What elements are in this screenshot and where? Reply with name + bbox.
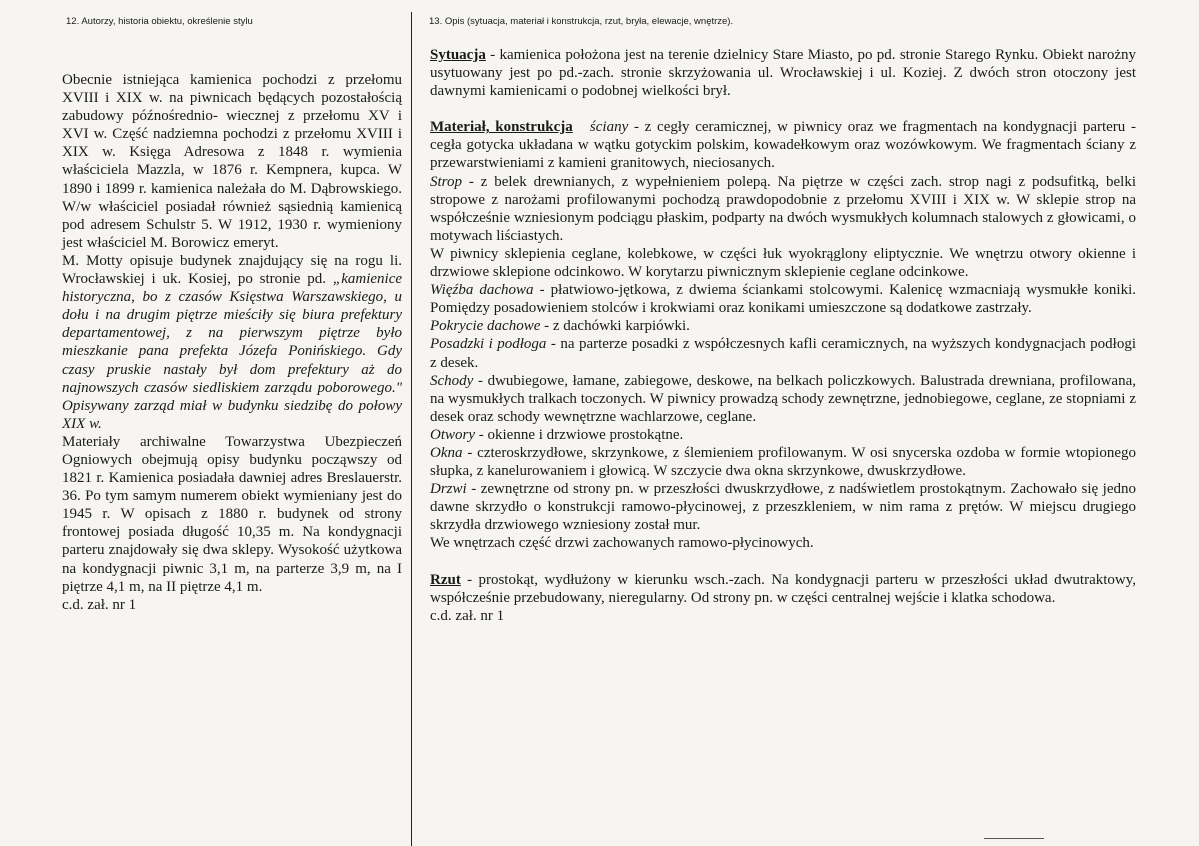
- section-12-header: 12. Autorzy, historia obiektu, określenie stylu: [66, 16, 253, 27]
- column-divider: [411, 12, 412, 846]
- drzwi-text: - zewnętrzne od strony pn. w przeszłości dwuskrzydłowe, z nadświetlem prostokątnym. Zachowało się jedno dawne skrzydło o konstrukcji ramowo-płycinowej, z przeszkleniem, w nim rama z prętów. W miejscu drugiego skrzydła drzwiowego wzniesiony został mur.: [430, 481, 1136, 534]
- rzut-text: - prostokąt, wydłużony w kierunku wsch.-zach. Na kondygnacji parteru w przeszłości układ dwutraktowy, współcześnie przebudowany, nieregularny. Od strony pn. w części centralnej wejście i klatka schodowa.: [430, 571, 1136, 606]
- rzut-label: Rzut: [430, 571, 461, 588]
- history-paragraph-archives: Materiały archiwalne Towarzystwa Ubezpieczeń Ogniowych obejmują opisy budynku począwszy od 1821 r. Kamienica posiadała dawniej adres Breslauerstr. 36. Po tym samym numerem obiekt wymieniany jest do 1945 r. W opisach z 1880 r. budynek od strony frontowej posiada długość 10,35 m. Na kondygnacji parteru znajdowały się dwa sklepy. Wysokość użytkowa na kondygnacji piwnic 3,1 m, na parterze 3,9 m, na I piętrze 4,1 m, na II piętrze 4,1 m.: [62, 433, 402, 595]
- material-paragraph: [430, 118, 1136, 172]
- wiezba-paragraph: [430, 281, 1136, 317]
- section-gap: [430, 553, 1136, 571]
- sciany-text: - z cegły ceramicznej, w piwnicy oraz we fragmentach na kondygnacji parteru - cegła gotycka układana w wątku gotyckim polskim, kowadełkowym oraz wozówkowym. We fragmentach ściany z przewarstwieniami z kamieni granitowych, nieciosanych.: [430, 119, 1136, 172]
- wiezba-text: - płatwiowo-jętkowa, z dwiema ściankami stolcowymi. Kalenicę wzmacniają wysmukłe koniki. Pomiędzy posadowieniem stolców i krokwiami oraz konikami umieszczone są dodatkowe zastrzały.: [430, 282, 1136, 317]
- posadzki-text: - na parterze posadki z współczesnych kafli ceramicznych, na wyższych kondygnacjach podłogi z desek.: [430, 336, 1137, 371]
- sytuacja-text: - kamienica położona jest na terenie dzielnicy Stare Miasto, po pd. stronie Starego Rynku. Obiekt narożny usytuowany jest po pd.-zach. stronie skrzyżowania ul. Wrocławskiej i ul. Koziej. Z dwóch stron otoczony jest dawnymi kamienicami o podobnej wielkości brył.: [430, 47, 1136, 100]
- drzwi-paragraph: [430, 480, 1136, 534]
- motty-quote: „kamienice historyczna, bo z czasów Księstwa Warszawskiego, u dołu i na drugim piętrze mieściły się biura prefektury departamentowej, z na pierwszym piętrze było mieszkanie pana prefekta Józefa Ponińskiego. Gdy czasy pruskie nastały był dom prefektury aż do najnowszych czasów siedliskiem zarządu poborowego." Opisywany zarząd miał w budynku siedzibę do połowy XIX w.: [62, 271, 403, 432]
- strop-paragraph: [430, 173, 1136, 245]
- otwory-paragraph: [430, 426, 1136, 444]
- schody-label: Schody: [430, 372, 474, 389]
- pokrycie-paragraph: [430, 317, 1136, 335]
- history-column: [62, 71, 402, 614]
- scan-edge-mark: [984, 838, 1044, 839]
- section-13-header: 13. Opis (sytuacja, materiał i konstrukcja, rzut, bryła, elewacje, wnętrze).: [429, 16, 734, 27]
- wiezba-label: Więźba dachowa: [430, 282, 534, 299]
- schody-text: - dwubiegowe, łamane, zabiegowe, deskowe, na belkach policzkowych. Balustrada drewniana, profilowana, na wysmukłych tralkach toczonych. W piwnicy prowadzą schody zewnętrzne, jednobiegowe, ceglane, ze stopniami z desek oraz schody wewnętrzne wachlarzowe, ceglane.: [430, 372, 1136, 425]
- material-label: Materiał, konstrukcja: [430, 119, 573, 136]
- sytuacja-label: Sytuacja: [430, 47, 486, 63]
- history-paragraph-owners: Obecnie istniejąca kamienica pochodzi z przełomu XVIII i XIX w. na piwnicach będących pozostałością zabudowy późnośrednio- wiecznej z przełomu XV i XVI w. Część nadziemna pochodzi z przełomu XVIII i XIX w. Księga Adresowa z 1848 r. wymienia właściciela Mazzla, w 1876 r. Kempnera, kupca. W 1890 i 1899 r. kamienica należała do M. Dąbrowskiego. W/w właściciel posiadał również sąsiednią kamienicą pod adresem Schulstr 5. W 1912, 1930 r. wymieniony jest właściciel M. Borowicz emeryt.: [62, 72, 402, 251]
- description-column: [430, 46, 1136, 625]
- history-paragraph-motty: [62, 252, 402, 433]
- sciany-label: ściany: [589, 119, 629, 136]
- otwory-label: Otwory: [430, 426, 475, 443]
- description-continuation-note: c.d. zał. nr 1: [430, 607, 505, 624]
- posadzki-label: Posadzki i podłoga: [430, 336, 547, 353]
- posadzki-paragraph: [430, 335, 1136, 371]
- okna-text: - czteroskrzydłowe, skrzynkowe, z ślemieniem profilowanym. W osi snycerska ozdoba w formie wtopionego słupka, z kanelurowaniem i głowicą. W szczycie dwa okna skrzynkowe, dwuskrzydłowe.: [430, 444, 1136, 480]
- pokrycie-label: Pokrycie dachowe: [430, 318, 541, 335]
- schody-paragraph: [430, 372, 1136, 426]
- pokrycie-text: - z dachówki karpiówki.: [540, 318, 690, 335]
- okna-label: Okna: [430, 444, 463, 461]
- strop-label: Strop: [430, 173, 462, 190]
- strop-text: - z belek drewnianych, z wypełnieniem polepą. Na piętrze w części zach. strop nagi z podsufitką, belki stropowe z narożami profilowanymi pochodzą prawdopodobnie z przełomu XVIII i XIX w. W sklepie strop na współcześnie wzniesionym podciągu płaskim, podparty na dwóch wysmukłych kolumnach stalowych z głowicami, o motywach liściastych.: [430, 173, 1136, 244]
- motty-intro: M. Motty opisuje budynek znajdujący się na rogu li. Wrocławskiej i uk. Kosiej, po stronie pd.: [62, 252, 402, 288]
- history-continuation-note: c.d. zał. nr 1: [62, 596, 137, 613]
- wnetrza-paragraph: We wnętrzach część drzwi zachowanych ramowo-płycinowych.: [430, 535, 814, 552]
- rzut-paragraph: [430, 571, 1136, 607]
- sytuacja-paragraph: [430, 46, 1136, 100]
- section-gap: [430, 100, 1136, 118]
- okna-paragraph: [430, 444, 1136, 480]
- piwnice-paragraph: W piwnicy sklepienia ceglane, kolebkowe, w części łuk wyokrąglony eliptycznie. We wnętrzu otwory okienne i drzwiowe sklepione odcinkowo. W korytarzu piwnicznym sklepienie ceglane odcinkowe.: [430, 245, 1136, 281]
- otwory-text: - okienne i drzwiowe prostokątne.: [475, 426, 684, 443]
- drzwi-label: Drzwi: [430, 481, 467, 498]
